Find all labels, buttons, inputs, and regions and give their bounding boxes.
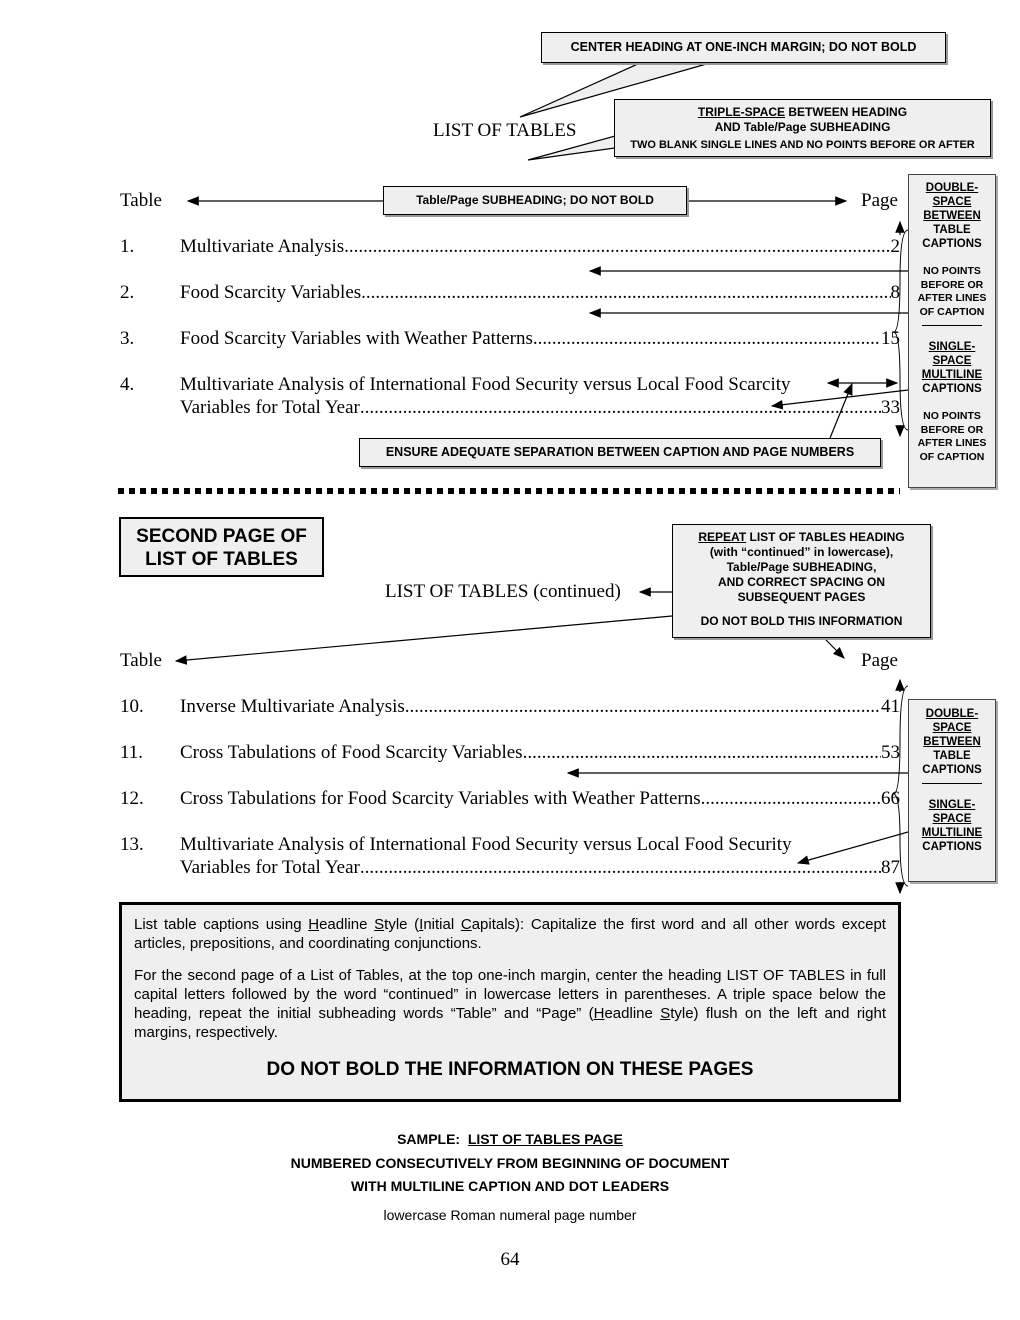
toc-entry-title [180, 696, 900, 718]
toc-entry [120, 742, 143, 764]
note-text: S [374, 916, 385, 933]
toc-entry [120, 236, 134, 258]
entry-page: 2 [890, 236, 900, 257]
repeat-text: LIST OF TABLES HEADING [746, 530, 905, 544]
do-not-bold-warning: DO NOT BOLD THE INFORMATION ON THESE PAGES [266, 1059, 754, 1080]
note-text: For the second page of a List of Tables, at the top one-inch margin, center the heading LIST OF TABLES in full capital letters followed by the word “continued” in lowercase letters in parentheses. A triple space below the heading, repeat the initial subheading words “Table” and “Page” ( [134, 967, 886, 1022]
side-text: CAPTIONS [922, 764, 982, 776]
entry-number: 13. [120, 834, 144, 855]
toc-entry [120, 834, 144, 856]
note-text: List table captions using [134, 916, 309, 933]
entry-title: Inverse Multivariate Analysis [180, 696, 405, 717]
center-heading-text: CENTER HEADING AT ONE-INCH MARGIN; DO NOT BOLD [570, 40, 917, 54]
entry-number: 4. [120, 374, 135, 395]
side-text: BETWEEN [923, 210, 981, 222]
entry-page: 41 [881, 696, 900, 717]
entry-number: 3. [120, 328, 135, 349]
repeat-emphasis: REPEAT [698, 530, 747, 544]
side-text: MULTILINE [921, 827, 983, 839]
dot-leader [405, 696, 881, 718]
entry-page: 87 [881, 857, 900, 878]
dot-leader [344, 236, 890, 258]
note-text: nitial [423, 916, 461, 933]
side-text: BETWEEN [923, 736, 981, 748]
repeat-text: DO NOT BOLD THIS INFORMATION [700, 614, 903, 628]
toc-entry [120, 696, 144, 718]
note-text: eadline [604, 1005, 661, 1022]
spacing-sidebar-2 [908, 699, 996, 882]
triple-space-emphasis: TRIPLE-SPACE [697, 105, 786, 119]
side-text: BEFORE OR [920, 278, 984, 291]
toc-entry-title [180, 742, 900, 764]
triple-space-line2: AND Table/Page SUBHEADING [714, 120, 891, 134]
toc-entry-title [180, 857, 900, 879]
dot-leader [523, 742, 881, 764]
page-subheading: Page [861, 190, 898, 211]
note-text: tyle ( [384, 916, 420, 933]
sample-label: SAMPLE: [397, 1131, 461, 1147]
side-text: OF CAPTION [919, 450, 985, 463]
side-text: SPACE [932, 196, 972, 208]
entry-title: Food Scarcity Variables with Weather Patterns [180, 328, 533, 349]
repeat-text: (with “continued” in lowercase), [709, 545, 894, 559]
toc-entry [120, 328, 134, 350]
entry-page: 66 [881, 788, 900, 809]
note-text: H [308, 916, 320, 933]
side-text: CAPTIONS [922, 238, 982, 250]
triple-space-callout [614, 99, 991, 157]
dot-leader [360, 857, 881, 879]
entry-number: 2. [120, 282, 135, 303]
side-text: MULTILINE [921, 369, 983, 381]
second-page-line: LIST OF TABLES [145, 549, 298, 570]
entry-number: 11. [120, 742, 144, 763]
entry-page: 53 [881, 742, 900, 763]
toc-entry-title [180, 788, 900, 810]
side-text: SPACE [932, 355, 972, 367]
arrow-to-page [826, 640, 844, 658]
triple-space-line3: TWO BLANK SINGLE LINES AND NO POINTS BEFORE OR AFTER [630, 139, 975, 151]
entry-page: 8 [890, 282, 900, 303]
side-text: CAPTIONS [922, 383, 982, 395]
toc-entry [120, 282, 134, 304]
side-text: NO POINTS [923, 410, 981, 422]
toc-entry-title [180, 397, 900, 419]
note-text: S [660, 1005, 671, 1022]
sample-line-3: WITH MULTILINE CAPTION AND DOT LEADERS [350, 1178, 670, 1194]
side-text: CAPTIONS [922, 841, 982, 853]
second-page-line: SECOND PAGE OF [136, 526, 307, 547]
dot-leader [360, 397, 881, 419]
entry-number: 12. [120, 788, 144, 809]
entry-number: 10. [120, 696, 144, 717]
entry-title-line2: Variables for Total Year [180, 397, 360, 418]
toc-entry [120, 374, 134, 396]
page-heading: LIST OF TABLES [433, 120, 577, 141]
side-text: SPACE [932, 813, 972, 825]
note-text: C [460, 916, 472, 933]
entry-title: Food Scarcity Variables [180, 282, 362, 303]
entry-number: 1. [120, 236, 135, 257]
instruction-box [119, 902, 901, 1102]
side-text: AFTER LINES [917, 292, 987, 304]
side-text: DOUBLE- [925, 708, 979, 720]
note-text: apitals): Capitalize the first word and all other words except articles, prepositions, and coordinating conjunctions. [134, 916, 886, 952]
side-text: AFTER LINES [917, 437, 987, 449]
note-text: H [593, 1005, 605, 1022]
second-page-label [119, 517, 324, 577]
side-text: TABLE [933, 750, 971, 762]
sample-title: LIST OF TABLES PAGE [467, 1131, 623, 1147]
entry-page: 33 [881, 397, 900, 418]
toc-entry [120, 788, 144, 810]
dot-leader [701, 788, 881, 810]
side-text: BEFORE OR [920, 423, 984, 436]
entry-title-line1: Multivariate Analysis of International Food Security versus Local Food Scarcity [180, 374, 791, 395]
dot-leader [533, 328, 881, 350]
side-text: TABLE [933, 224, 971, 236]
repeat-text: Table/Page SUBHEADING, [726, 560, 877, 574]
page-subheading-2: Page [861, 650, 898, 671]
divider [922, 325, 982, 326]
side-text: SINGLE- [928, 799, 976, 811]
subheading-callout-text: Table/Page SUBHEADING; DO NOT BOLD [416, 193, 654, 207]
entry-title-line2: Variables for Total Year [180, 857, 360, 878]
separation-callout-text: ENSURE ADEQUATE SEPARATION BETWEEN CAPTION AND PAGE NUMBERS [385, 445, 855, 459]
toc-entry-title [180, 236, 900, 258]
instruction-paragraph-1 [134, 915, 886, 953]
side-text: OF CAPTION [919, 305, 985, 318]
repeat-text: SUBSEQUENT PAGES [737, 590, 866, 604]
center-heading-callout [541, 32, 946, 63]
note-text: tyle) flush on the left and right margins, respectively. [134, 1005, 886, 1041]
dot-leader [361, 282, 890, 304]
entry-title: Cross Tabulations for Food Scarcity Variables with Weather Patterns [180, 788, 701, 809]
page-break-divider [118, 488, 900, 494]
continued-heading: LIST OF TABLES (continued) [385, 581, 621, 602]
entry-page: 15 [881, 328, 900, 349]
side-text: DOUBLE- [925, 182, 979, 194]
repeat-text: AND CORRECT SPACING ON [717, 575, 886, 589]
spacing-sidebar [908, 174, 996, 488]
triple-space-text: BETWEEN HEADING [785, 105, 908, 119]
entry-title: Cross Tabulations of Food Scarcity Variables [180, 742, 523, 763]
subheading-callout [383, 186, 687, 215]
instruction-paragraph-2 [134, 966, 886, 1042]
sample-line-2: NUMBERED CONSECUTIVELY FROM BEGINNING OF DOCUMENT [290, 1155, 730, 1171]
separation-callout [359, 438, 881, 467]
table-subheading: Table [120, 190, 162, 211]
entry-title: Multivariate Analysis [180, 236, 345, 257]
repeat-callout [672, 524, 931, 638]
divider [922, 783, 982, 784]
note-text: eadline [319, 916, 375, 933]
sample-caption [0, 1131, 1020, 1147]
toc-entry-title [180, 282, 900, 304]
arrow-to-table [176, 616, 672, 661]
page-number: 64 [500, 1249, 520, 1270]
table-subheading-2: Table [120, 650, 162, 671]
side-text: SPACE [932, 722, 972, 734]
sample-line-4: lowercase Roman numeral page number [383, 1207, 637, 1223]
side-text: SINGLE- [928, 341, 976, 353]
entry-title-line1: Multivariate Analysis of International Food Security versus Local Food Security [180, 834, 792, 855]
note-text: I [419, 916, 424, 933]
toc-entry-title [180, 328, 900, 350]
side-text: NO POINTS [923, 265, 981, 277]
